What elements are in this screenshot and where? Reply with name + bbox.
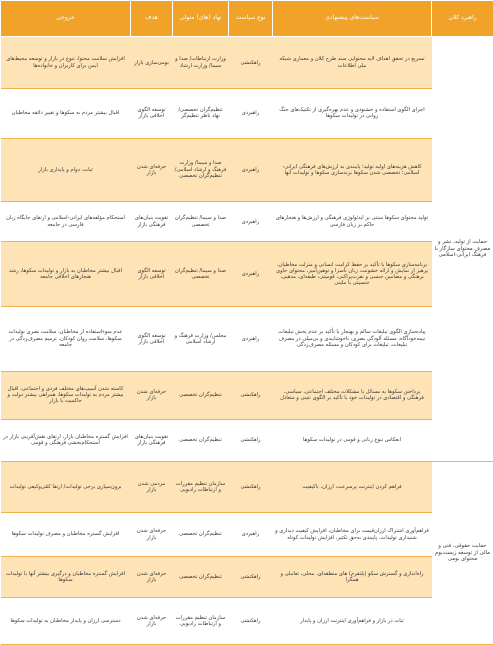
output-cell: برون‌سپاری برخی تولیدات/ ارتقا کمّی‌وکیفی تولیدات	[1, 462, 131, 513]
type-cell: راهکنشی	[229, 37, 273, 89]
table-body	[1, 37, 493, 645]
goal-cell: مردمی شدن بازار	[131, 462, 173, 513]
table-row	[1, 371, 493, 419]
goal-cell: حرفه‌ای شدن بازار	[131, 513, 173, 557]
output-cell: افزایش گستره مخاطبان و مصرف تولیدات سکوها	[1, 513, 131, 557]
table-row	[1, 598, 493, 645]
table-row	[1, 37, 493, 89]
header-strategy: راهبرد کلان	[432, 1, 493, 37]
table-row	[1, 462, 493, 513]
table-row	[1, 419, 493, 461]
table-row	[1, 306, 493, 371]
type-cell: راهبردی	[229, 138, 273, 202]
type-cell: راهبردی	[229, 513, 273, 557]
header-org: نهاد (های) متولی	[173, 1, 229, 37]
output-cell: عدم سوءاستفاده از مخاطبان، سلامت بصری تولیدات سکوها، سلامت روان کودکان، ترمیم مصرف‌زدگی در جامعه	[1, 306, 131, 371]
output-cell: افزایش گستره مخاطبان و درگیری بیشتر آنها با تولیدات سکوها	[1, 556, 131, 597]
output-cell: ثبات، دوام و پایداری بازار	[1, 138, 131, 202]
output-cell: دسترسی ارزان و پایدار مخاطبان به تولیدات سکوها	[1, 598, 131, 645]
header-policy: سیاست‌های پیشنهادی	[273, 1, 432, 37]
type-cell: راهکنشی	[229, 371, 273, 419]
output-cell: اقبال بیشتر مردم به سکوها و تغییر ذائقه مخاطبان	[1, 89, 131, 138]
org-cell: وزارت ارتباطات/ صدا و سیما/ وزارت ارشاد	[173, 37, 229, 89]
output-cell: اقبال بیشتر مخاطبان به بازار و تولیدات سکوها، رشد هنجارهای اخلاقی جامعه	[1, 242, 131, 307]
type-cell: راهبردی	[229, 202, 273, 242]
table-row	[1, 138, 493, 202]
org-cell: صدا و سیما/ وزارت فرهنگ و ارشاد اسلامی/ تنظیم‌گران تخصصی	[173, 138, 229, 202]
table-row	[1, 556, 493, 597]
header-row	[1, 1, 493, 37]
policy-cell: انعکاس تنوع زبانی و قومی در تولیدات سکوها	[273, 419, 432, 461]
table-row	[1, 242, 493, 307]
table-row	[1, 513, 493, 557]
org-cell: مجلس/ وزارت فرهنگ و ارشاد اسلامی	[173, 306, 229, 371]
header-type: نوع سیاست	[229, 1, 273, 37]
policy-cell: اجرای الگوی استفاده و خشنودی و عدم بهره‌گیری از تکنیک‌های جنگ روانی در تولیدات سکوها	[273, 89, 432, 138]
policy-cell: برنامه‌سازی سکوها با تأکید بر حفظ کرامت انسانی و منزلت مخاطبان، پرهیز از نمایش و ارائه خشونت، زبان ناسزا و توهین‌آمیز، محتوای حاوی برهنگی و مضامین جنسی و نفرت‌پراکنی، قومیتی، طبقه‌ای، مذهبی، جنسیتی یا ملیتی	[273, 242, 432, 307]
goal-cell: حرفه‌ای شدن بازار	[131, 556, 173, 597]
policy-cell: پیاده‌سازی الگوی تبلیغات سالم و بهنجار با تأکید بر عدم پخش تبلیغات نیمه‌خودآگاه، مسئله آلودگی بصری، ناخوشایندی و بی‌میلی در مصرف تبلیغات، تبلیغات برای کودکان و مسئله مصرف‌زدگی	[273, 306, 432, 371]
type-cell: راهکنشی	[229, 556, 273, 597]
org-cell: سازمان تنظیم مقررات و ارتباطات رادیویی	[173, 598, 229, 645]
goal-cell: حرفه‌ای شدن بازار	[131, 598, 173, 645]
org-cell: صدا و سیما/ تنظیم‌گران تخصصی	[173, 242, 229, 307]
type-cell: راهکنشی	[229, 598, 273, 645]
goal-cell: توسعه الگوی اخلاقی بازار	[131, 242, 173, 307]
policy-cell: راه‌اندازی و گسترش سکو (پلتفرم) های منطقه‌ای، محلی، تعاملی و همگرا	[273, 556, 432, 597]
policy-cell: کاهش هزینه‌های اولیه تولید؛ پایبندی به ارزش‌های فرهنگی ایرانی-اسلامی؛ تخصصی شدن سکوها برندسازی سکوها و تولیدات آنها	[273, 138, 432, 202]
goal-cell: حرفه‌ای شدن بازار	[131, 371, 173, 419]
policy-cell: تولید محتوای سکوها مبتنی بر ایدئولوژی فرهنگی و ارزش‌ها و هنجارهای حاکم بر زبان فارسی	[273, 202, 432, 242]
output-cell: استحکام مؤلفه‌های ایرانی-اسلامی و ارتقای جایگاه زبان فارسی در جامعه	[1, 202, 131, 242]
goal-cell: حرفه‌ای شدن بازار	[131, 138, 173, 202]
goal-cell: تقویت بنیان‌های فرهنگی بازار	[131, 419, 173, 461]
policy-cell: ثبات در بازار و فراهم‌آوری اینترنت ارزان و پایدار	[273, 598, 432, 645]
policy-cell: تسریع در تحقق اهداف لایه محتوایی سند طرح کلان و معماری شبکه ملی اطلاعات	[273, 37, 432, 89]
goal-cell: تقویت بنیان‌های فرهنگی بازار	[131, 202, 173, 242]
org-cell: تنظیم‌گران تخصصی/ نهاد ناظر تنظیم‌گر	[173, 89, 229, 138]
type-cell: راهبردی	[229, 89, 273, 138]
type-cell: راهکنشی	[229, 419, 273, 461]
org-cell: سازمان تنظیم مقررات و ارتباطات رادیویی	[173, 462, 229, 513]
output-cell: افزایش گستره مخاطبان بازار، ارتقای نقش‌آفرینی بازار در استحکام‌بخشی فرهنگی و قومی	[1, 419, 131, 461]
goal-cell: توسعه الگوی اخلاقی بازار	[131, 306, 173, 371]
header-output: خروجی	[1, 1, 131, 37]
policy-cell: فراهم کردن اینترنت پرسرعت، ارزان، باکیفیت	[273, 462, 432, 513]
policy-cell: پرداختن سکوها به مسائل یا مشکلات مختلف اجتماعی، سیاسی، فرهنگی و اقتصادی در تولیدات خود با تأکید بر الگوی عینی و متعادل	[273, 371, 432, 419]
org-cell: صدا و سیما/ تنظیم‌گران تخصصی	[173, 202, 229, 242]
goal-cell: بومی‌سازی بازار	[131, 37, 173, 89]
table-row	[1, 202, 493, 242]
org-cell: تنظیم‌گران تخصصی	[173, 419, 229, 461]
header-goal: هدف	[131, 1, 173, 37]
output-cell: افزایش سلامت محتوا، تنوع در بازار و توسعه محیط‌های ایمن برای کاربران و خانواده‌ها	[1, 37, 131, 89]
goal-cell: توسعه الگوی اخلاقی بازار	[131, 89, 173, 138]
org-cell: تنظیم‌گران تخصصی	[173, 513, 229, 557]
type-cell: راهبردی	[229, 242, 273, 307]
strategy-cell: حمایت حقوقی، فنی و مالی از توسعه زیست‌بوم محتوای بومی	[432, 462, 493, 645]
strategy-cell: حمایت از تولید، نشر و مصرف محتوای سازگار با فرهنگ ایرانی-اسلامی	[432, 37, 493, 462]
policy-cell: فراهم‌آوری اشتراک ارزان‌قیمت برای مخاطبان، افزایش کیفیت دیداری و شنیداری تولیدات، پایبندی به‌حق تکثیر، افزایش تولیدات کوتاه	[273, 513, 432, 557]
org-cell: تنظیم‌گران تخصصی	[173, 371, 229, 419]
org-cell: تنظیم‌گران تخصصی	[173, 556, 229, 597]
table-row	[1, 89, 493, 138]
output-cell: کاسته شدن آسیب‌های مختلف فردی و اجتماعی، اقبال بیشتر مردم به تولیدات سکوها، همراهی بیشتر دولت و حاکمیت با بازار	[1, 371, 131, 419]
type-cell: راهکنشی	[229, 462, 273, 513]
type-cell: راهبردی	[229, 306, 273, 371]
